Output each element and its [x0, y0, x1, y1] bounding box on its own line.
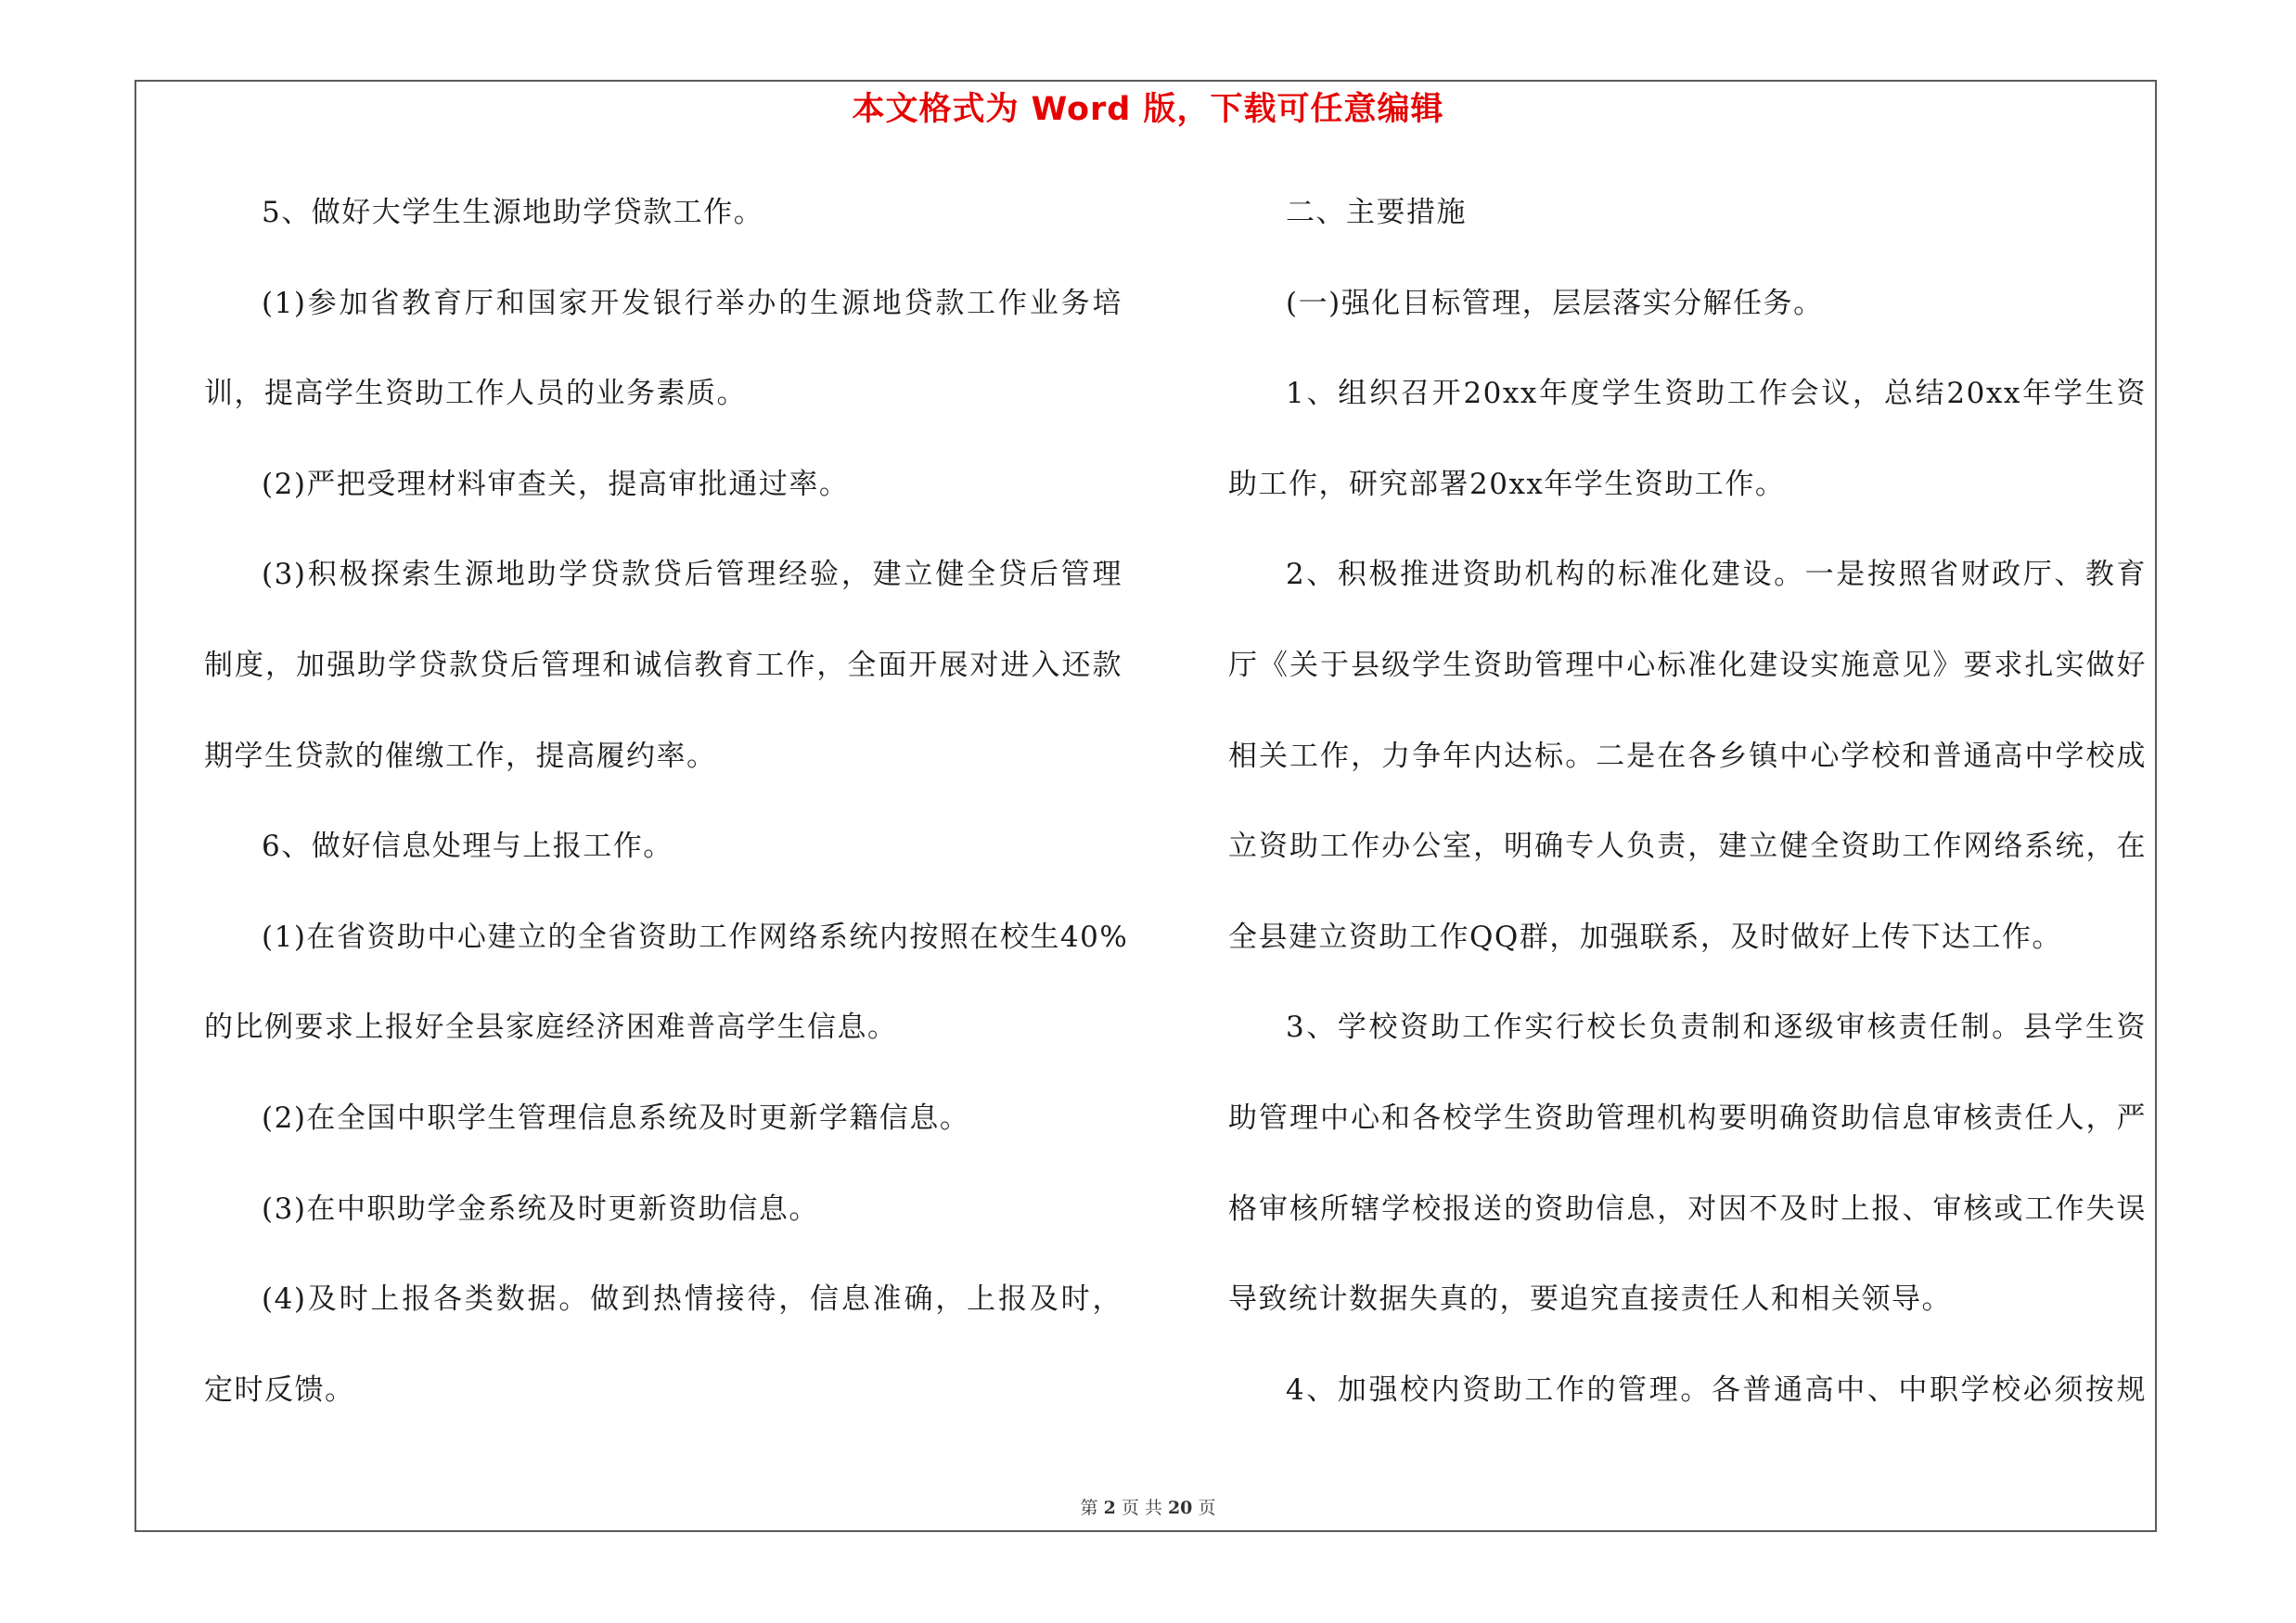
- text-line: 格审核所辖学校报送的资助信息，对因不及时上报、审核或工作失误: [1228, 1191, 2147, 1226]
- text-line: (1)在省资助中心建立的全省资助工作网络系统内按照在校生40%: [262, 920, 1129, 954]
- text-line: (一)强化目标管理，层层落实分解任务。: [1286, 286, 1824, 320]
- text-line: 助工作，研究部署20xx年学生资助工作。: [1228, 467, 1786, 501]
- text-line: (1)参加省教育厅和国家开发银行举办的生源地贷款工作业务培: [262, 286, 1122, 320]
- text-line: 1、组织召开20xx年度学生资助工作会议，总结20xx年学生资: [1286, 377, 2147, 411]
- text-line: 5、做好大学生生源地助学贷款工作。: [262, 196, 764, 229]
- footer-total-pages: 20: [1167, 1498, 1193, 1518]
- text-line: (2)严把受理材料审查关，提高审批通过率。: [262, 467, 850, 501]
- text-line: 导致统计数据失真的，要追究直接责任人和相关领导。: [1228, 1282, 1952, 1317]
- footer-page-number: 2: [1103, 1498, 1116, 1518]
- text-line: 助管理中心和各校学生资助管理机构要明确资助信息审核责任人，严: [1228, 1101, 2147, 1135]
- text-line: 厅《关于县级学生资助管理中心标准化建设实施意见》要求扎实做好: [1228, 648, 2147, 682]
- footer-suffix: 页: [1198, 1498, 1216, 1518]
- right-column: [1228, 187, 2147, 1455]
- text-line: 制度，加强助学贷款贷后管理和诚信教育工作，全面开展对进入还款: [204, 648, 1122, 682]
- text-line: 期学生贷款的催缴工作，提高履约率。: [204, 739, 717, 773]
- text-line: 全县建立资助工作QQ群，加强联系，及时做好上传下达工作。: [1228, 920, 2062, 954]
- text-line: 的比例要求上报好全县家庭经济困难普高学生信息。: [204, 1011, 898, 1045]
- text-line: 训，提高学生资助工作人员的业务素质。: [204, 377, 747, 411]
- text-line: 二、主要措施: [1286, 196, 1467, 229]
- text-line: 3、学校资助工作实行校长负责制和逐级审核责任制。县学生资: [1286, 1011, 2147, 1045]
- text-line: 定时反馈。: [204, 1372, 355, 1407]
- text-line: 立资助工作办公室，明确专人负责，建立健全资助工作网络系统，在: [1228, 830, 2147, 864]
- text-line: 相关工作，力争年内达标。二是在各乡镇中心学校和普通高中学校成: [1228, 739, 2147, 773]
- text-line: (3)积极探索生源地助学贷款贷后管理经验，建立健全贷后管理: [262, 558, 1122, 592]
- text-line: (3)在中职助学金系统及时更新资助信息。: [262, 1191, 819, 1226]
- footer-middle: 页 共: [1121, 1498, 1162, 1518]
- text-line: 2、积极推进资助机构的标准化建设。一是按照省财政厅、教育: [1286, 558, 2147, 592]
- page-footer: [0, 1494, 2296, 1519]
- footer-prefix: 第: [1080, 1498, 1098, 1518]
- format-banner: 本文格式为 Word 版，下载可任意编辑: [852, 91, 1444, 128]
- text-line: (4)及时上报各类数据。做到热情接待，信息准确，上报及时，: [262, 1282, 1122, 1317]
- text-line: (2)在全国中职学生管理信息系统及时更新学籍信息。: [262, 1101, 970, 1135]
- left-column: [204, 187, 1129, 1455]
- text-line: 6、做好信息处理与上报工作。: [262, 830, 673, 864]
- text-line: 4、加强校内资助工作的管理。各普通高中、中职学校必须按规: [1286, 1372, 2147, 1407]
